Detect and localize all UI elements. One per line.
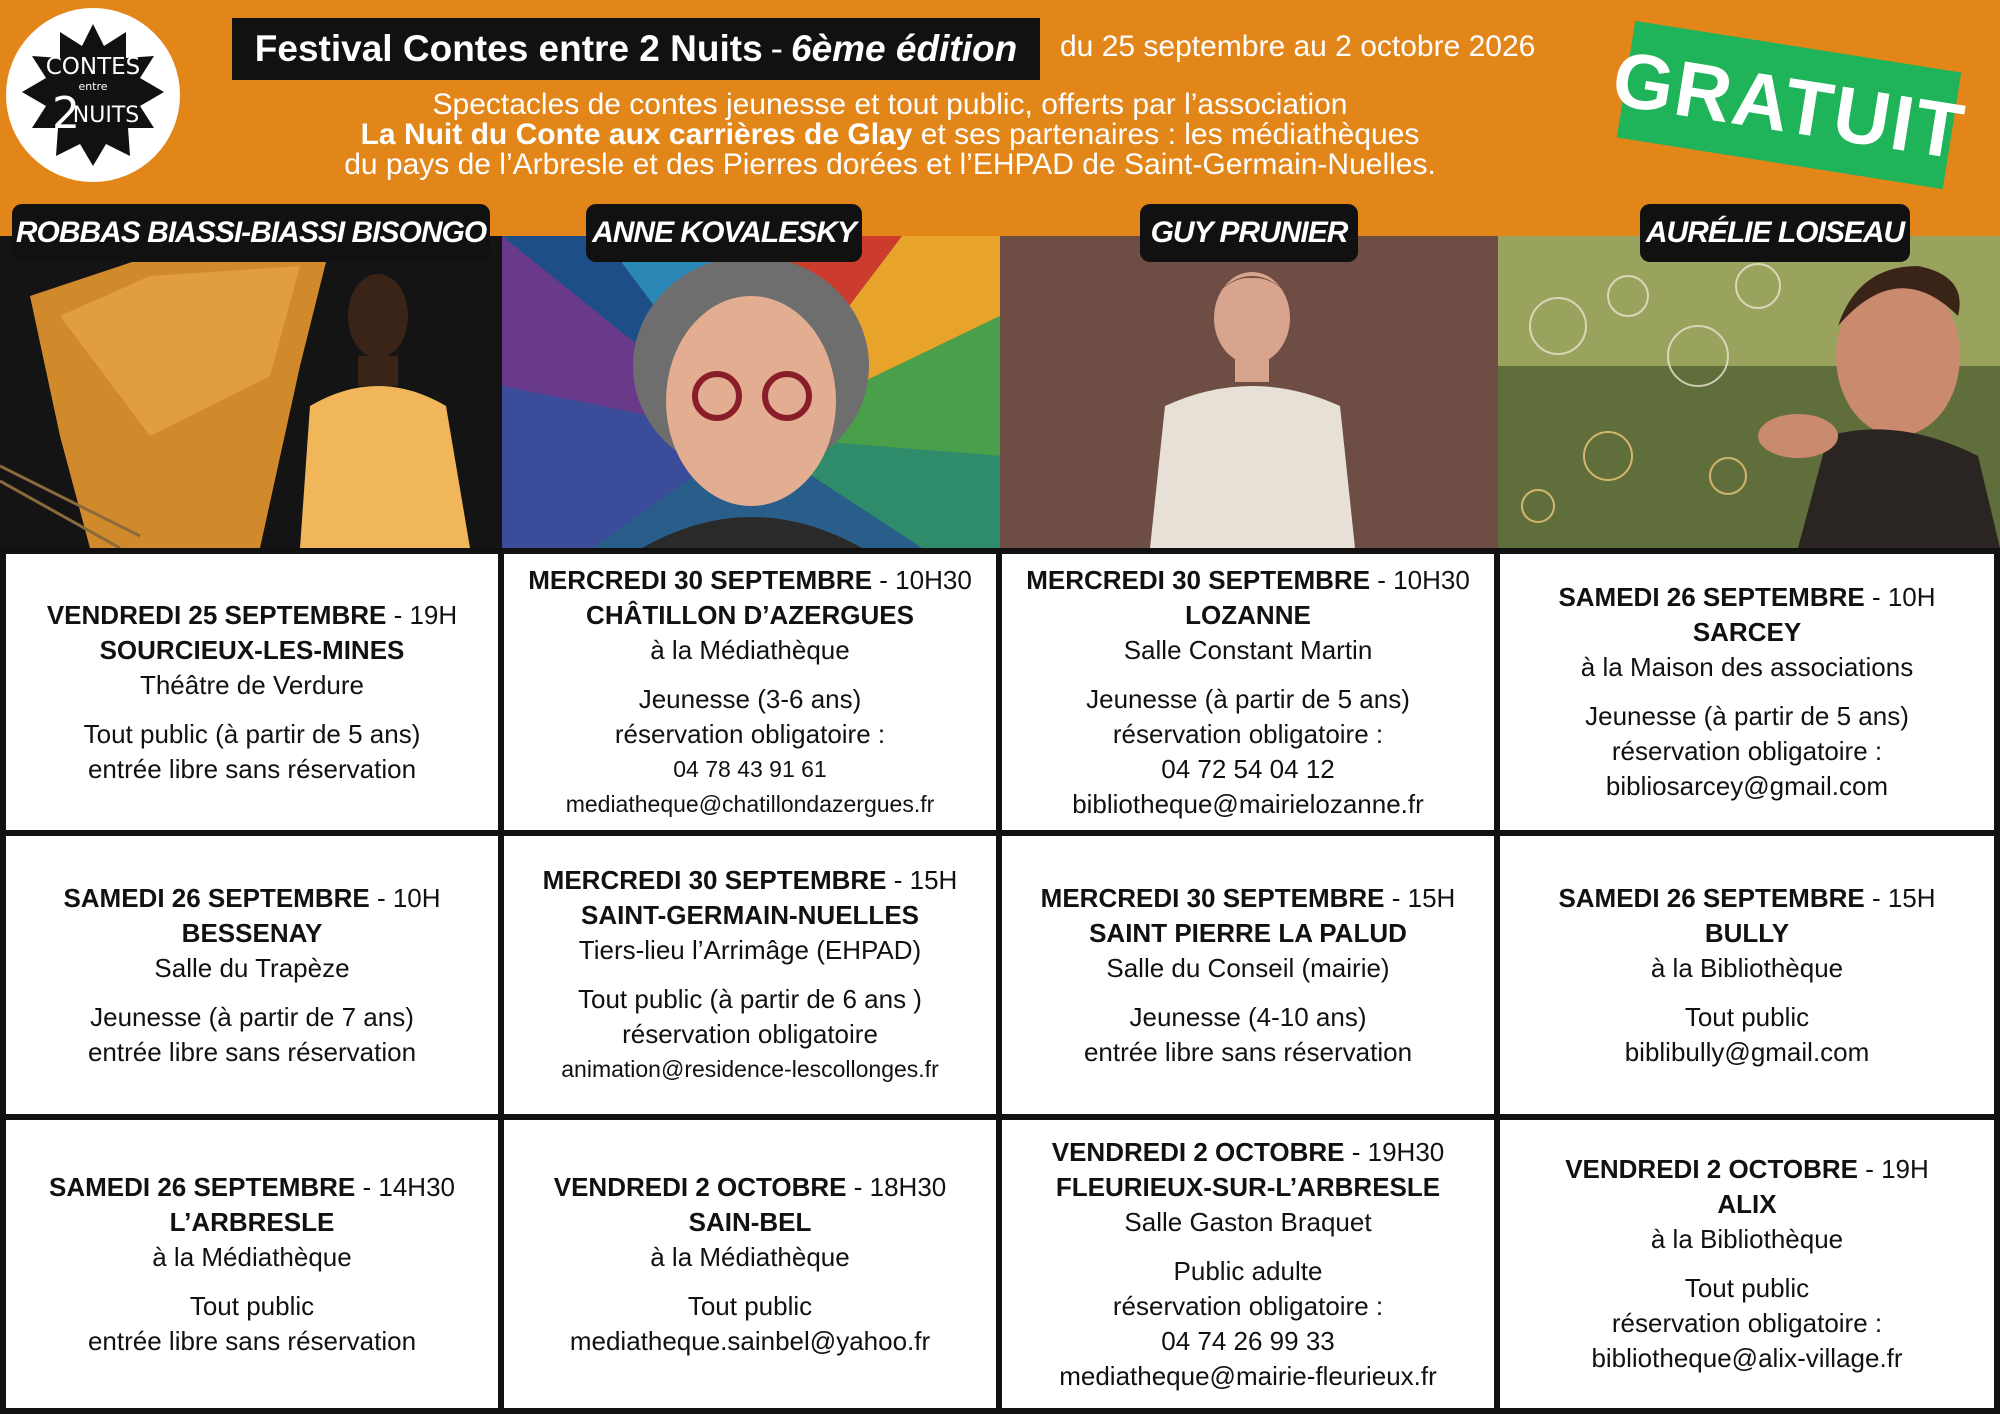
intro-line-2-rest: et ses partenaires : les médiathèques bbox=[912, 118, 1420, 151]
event-booking: entrée libre sans réservation bbox=[87, 1325, 417, 1356]
event-phone: 04 72 54 04 12 bbox=[1161, 753, 1335, 784]
event-venue: Théâtre de Verdure bbox=[139, 669, 365, 700]
event-card: SAMEDI 26 SEPTEMBRE - 10H SARCEY à la Maison des associations Jeunesse (à partir de 5 ans) réservation obligatoire : bibliosarcey@gmail.com bbox=[1500, 554, 1994, 830]
event-time: 19H30 bbox=[1367, 1136, 1445, 1167]
edition-label: 6ème édition bbox=[791, 28, 1018, 69]
association-name: La Nuit du Conte aux carrières de Glay bbox=[360, 118, 913, 151]
event-booking: réservation obligatoire : bbox=[1611, 1308, 1883, 1338]
event-day: MERCREDI 30 SEPTEMBRE bbox=[528, 564, 873, 595]
event-city: BULLY bbox=[1704, 917, 1790, 948]
event-time: 15H bbox=[1887, 882, 1936, 913]
event-card: VENDREDI 2 OCTOBRE - 18H30 SAIN-BEL à la Médiathèque Tout public mediatheque.sainbel@yahoo.fr bbox=[504, 1120, 996, 1408]
event-booking: entrée libre sans réservation bbox=[87, 1036, 417, 1067]
event-time: 10H30 bbox=[1393, 564, 1470, 595]
svg-text:NUITS: NUITS bbox=[72, 103, 140, 128]
intro-line-3: du pays de l’Arbresle et des Pierres dorées et l’EHPAD de Saint-Germain-Nuelles. bbox=[344, 148, 1436, 181]
event-email: bibliotheque@mairielozanne.fr bbox=[1072, 788, 1424, 819]
event-day: SAMEDI 26 SEPTEMBRE bbox=[1558, 582, 1865, 612]
event-city: L’ARBRESLE bbox=[169, 1206, 335, 1237]
event-card: VENDREDI 2 OCTOBRE - 19H ALIX à la Bibliothèque Tout public réservation obligatoire : bibliotheque@alix-village.fr bbox=[1500, 1120, 1994, 1408]
event-time: 14H30 bbox=[378, 1171, 456, 1202]
event-time: 15H bbox=[1407, 882, 1456, 913]
intro-line-2 bbox=[240, 120, 1540, 150]
event-audience: Tout public (à partir de 6 ans ) bbox=[578, 984, 922, 1014]
intro-text bbox=[240, 90, 1540, 180]
event-card: SAMEDI 26 SEPTEMBRE - 15H BULLY à la Bibliothèque Tout public biblibully@gmail.com bbox=[1500, 836, 1994, 1114]
event-day: SAMEDI 26 SEPTEMBRE bbox=[48, 1171, 356, 1202]
event-time: 15H bbox=[909, 865, 958, 895]
event-card: MERCREDI 30 SEPTEMBRE - 10H30 CHÂTILLON D’AZERGUES à la Médiathèque Jeunesse (3-6 ans) réservation obligatoire : 04 78 43 91 61 mediatheque@chatillondazergues.fr bbox=[504, 554, 996, 830]
event-time: 10H30 bbox=[895, 564, 972, 595]
event-time: 19H bbox=[1881, 1154, 1929, 1184]
event-phone: 04 74 26 99 33 bbox=[1161, 1325, 1335, 1356]
title-separator: - bbox=[770, 28, 783, 69]
event-email: biblibully@gmail.com bbox=[1624, 1036, 1870, 1067]
event-day: MERCREDI 30 SEPTEMBRE bbox=[1040, 882, 1385, 913]
event-grid bbox=[0, 548, 2000, 1414]
event-time: 10H bbox=[392, 882, 441, 913]
event-card: VENDREDI 25 SEPTEMBRE - 19H SOURCIEUX-LES-MINES Théâtre de Verdure Tout public (à partir de 5 ans) entrée libre sans réservation bbox=[6, 554, 498, 830]
event-day: SAMEDI 26 SEPTEMBRE bbox=[1558, 882, 1865, 913]
svg-text:entre: entre bbox=[78, 80, 108, 93]
event-audience: Jeunesse (4-10 ans) bbox=[1129, 1001, 1367, 1032]
event-city: SAINT-GERMAIN-NUELLES bbox=[581, 900, 919, 930]
event-venue: à la Médiathèque bbox=[650, 1241, 850, 1272]
festival-name: Festival Contes entre 2 Nuits bbox=[254, 28, 763, 69]
event-email: mediatheque@mairie-fleurieux.fr bbox=[1059, 1360, 1437, 1391]
event-time: 18H30 bbox=[869, 1171, 947, 1202]
artist-photo-2 bbox=[502, 236, 1000, 548]
artist-photo-4 bbox=[1498, 236, 2000, 548]
event-venue: à la Bibliothèque bbox=[1650, 952, 1844, 983]
event-city: SAIN-BEL bbox=[688, 1206, 812, 1237]
festival-title bbox=[232, 18, 1040, 80]
event-audience: Public adulte bbox=[1173, 1255, 1323, 1286]
artist-name-4: AURÉLIE LOISEAU bbox=[1640, 204, 1910, 262]
svg-text:2: 2 bbox=[52, 88, 80, 139]
event-audience: Jeunesse (3-6 ans) bbox=[638, 683, 862, 714]
artist-name-1: ROBBAS BIASSI-BIASSI BISONGO bbox=[12, 204, 490, 262]
event-audience: Tout public (à partir de 5 ans) bbox=[83, 718, 421, 749]
event-booking: réservation obligatoire : bbox=[1611, 736, 1883, 766]
free-badge: GRATUIT bbox=[1617, 21, 1961, 189]
event-email: animation@residence-lescollonges.fr bbox=[561, 1056, 939, 1082]
event-venue: Salle Gaston Braquet bbox=[1124, 1206, 1372, 1237]
event-card: MERCREDI 30 SEPTEMBRE - 15H SAINT PIERRE LA PALUD Salle du Conseil (mairie) Jeunesse (4-10 ans) entrée libre sans réservation bbox=[1002, 836, 1494, 1114]
event-booking: entrée libre sans réservation bbox=[87, 753, 417, 784]
event-city: FLEURIEUX-SUR-L’ARBRESLE bbox=[1055, 1171, 1441, 1202]
event-time: 19H bbox=[409, 599, 458, 630]
event-booking: réservation obligatoire : bbox=[1112, 718, 1384, 749]
event-venue: à la Maison des associations bbox=[1580, 652, 1914, 682]
event-card: MERCREDI 30 SEPTEMBRE - 15H SAINT-GERMAIN-NUELLES Tiers-lieu l’Arrimâge (EHPAD) Tout public (à partir de 6 ans ) réservation obligatoire animation@residence-lescollonges.fr bbox=[504, 836, 996, 1114]
event-city: ALIX bbox=[1717, 1189, 1777, 1219]
event-booking: réservation obligatoire : bbox=[614, 718, 886, 749]
event-day: MERCREDI 30 SEPTEMBRE bbox=[1026, 564, 1371, 595]
event-venue: à la Bibliothèque bbox=[1650, 1224, 1844, 1254]
event-email: bibliosarcey@gmail.com bbox=[1605, 771, 1889, 801]
event-email: mediatheque@chatillondazergues.fr bbox=[565, 790, 935, 817]
event-venue: Tiers-lieu l’Arrimâge (EHPAD) bbox=[578, 935, 922, 965]
event-venue: à la Médiathèque bbox=[650, 634, 850, 665]
svg-text:CONTES: CONTES bbox=[45, 54, 141, 80]
artist-name-2: ANNE KOVALESKY bbox=[586, 204, 862, 262]
event-audience: Jeunesse (à partir de 5 ans) bbox=[1086, 683, 1410, 714]
event-day: VENDREDI 25 SEPTEMBRE bbox=[46, 599, 387, 630]
event-venue: à la Médiathèque bbox=[152, 1241, 352, 1272]
event-venue: Salle du Conseil (mairie) bbox=[1106, 952, 1390, 983]
event-day: VENDREDI 2 OCTOBRE bbox=[553, 1171, 847, 1202]
festival-dates: du 25 septembre au 2 octobre 2026 bbox=[1060, 30, 1536, 63]
event-booking: réservation obligatoire : bbox=[1112, 1290, 1384, 1321]
event-audience: Tout public bbox=[1684, 1001, 1810, 1032]
event-card: SAMEDI 26 SEPTEMBRE - 14H30 L’ARBRESLE à la Médiathèque Tout public entrée libre sans réservation bbox=[6, 1120, 498, 1408]
event-city: BESSENAY bbox=[181, 917, 323, 948]
event-day: MERCREDI 30 SEPTEMBRE bbox=[542, 865, 887, 895]
event-day: VENDREDI 2 OCTOBRE bbox=[1565, 1154, 1858, 1184]
event-audience: Tout public bbox=[189, 1290, 315, 1321]
event-city: SOURCIEUX-LES-MINES bbox=[99, 634, 405, 665]
artist-photo-1 bbox=[0, 236, 502, 548]
event-audience: Jeunesse (à partir de 7 ans) bbox=[90, 1001, 414, 1032]
event-time: 10H bbox=[1887, 582, 1936, 612]
festival-logo bbox=[4, 6, 182, 184]
event-audience: Jeunesse (à partir de 5 ans) bbox=[1585, 701, 1909, 731]
event-phone: 04 78 43 91 61 bbox=[673, 755, 827, 782]
event-booking: entrée libre sans réservation bbox=[1083, 1036, 1413, 1067]
event-city: SARCEY bbox=[1692, 617, 1802, 647]
event-venue: Salle Constant Martin bbox=[1123, 634, 1373, 665]
event-day: VENDREDI 2 OCTOBRE bbox=[1051, 1136, 1345, 1167]
artist-photo-3 bbox=[1000, 236, 1498, 548]
event-audience: Tout public bbox=[1684, 1273, 1810, 1303]
event-venue: Salle du Trapèze bbox=[154, 952, 350, 983]
event-email: bibliotheque@alix-village.fr bbox=[1591, 1343, 1903, 1373]
event-city: CHÂTILLON D’AZERGUES bbox=[586, 599, 914, 630]
event-day: SAMEDI 26 SEPTEMBRE bbox=[63, 882, 370, 913]
event-audience: Tout public bbox=[687, 1290, 813, 1321]
event-card: VENDREDI 2 OCTOBRE - 19H30 FLEURIEUX-SUR-L’ARBRESLE Salle Gaston Braquet Public adulte réservation obligatoire : 04 74 26 99 33 mediatheque@mairie-fleurieux.fr bbox=[1002, 1120, 1494, 1408]
intro-line-1: Spectacles de contes jeunesse et tout public, offerts par l’association bbox=[432, 88, 1348, 121]
event-email: mediatheque.sainbel@yahoo.fr bbox=[569, 1325, 931, 1356]
event-booking: réservation obligatoire bbox=[622, 1019, 878, 1049]
event-card: MERCREDI 30 SEPTEMBRE - 10H30 LOZANNE Salle Constant Martin Jeunesse (à partir de 5 ans) réservation obligatoire : 04 72 54 04 12 bibliotheque@mairielozanne.fr bbox=[1002, 554, 1494, 830]
event-card: SAMEDI 26 SEPTEMBRE - 10H BESSENAY Salle du Trapèze Jeunesse (à partir de 7 ans) entrée libre sans réservation bbox=[6, 836, 498, 1114]
artist-name-3: GUY PRUNIER bbox=[1140, 204, 1358, 262]
event-city: LOZANNE bbox=[1185, 599, 1311, 630]
event-city: SAINT PIERRE LA PALUD bbox=[1089, 917, 1407, 948]
